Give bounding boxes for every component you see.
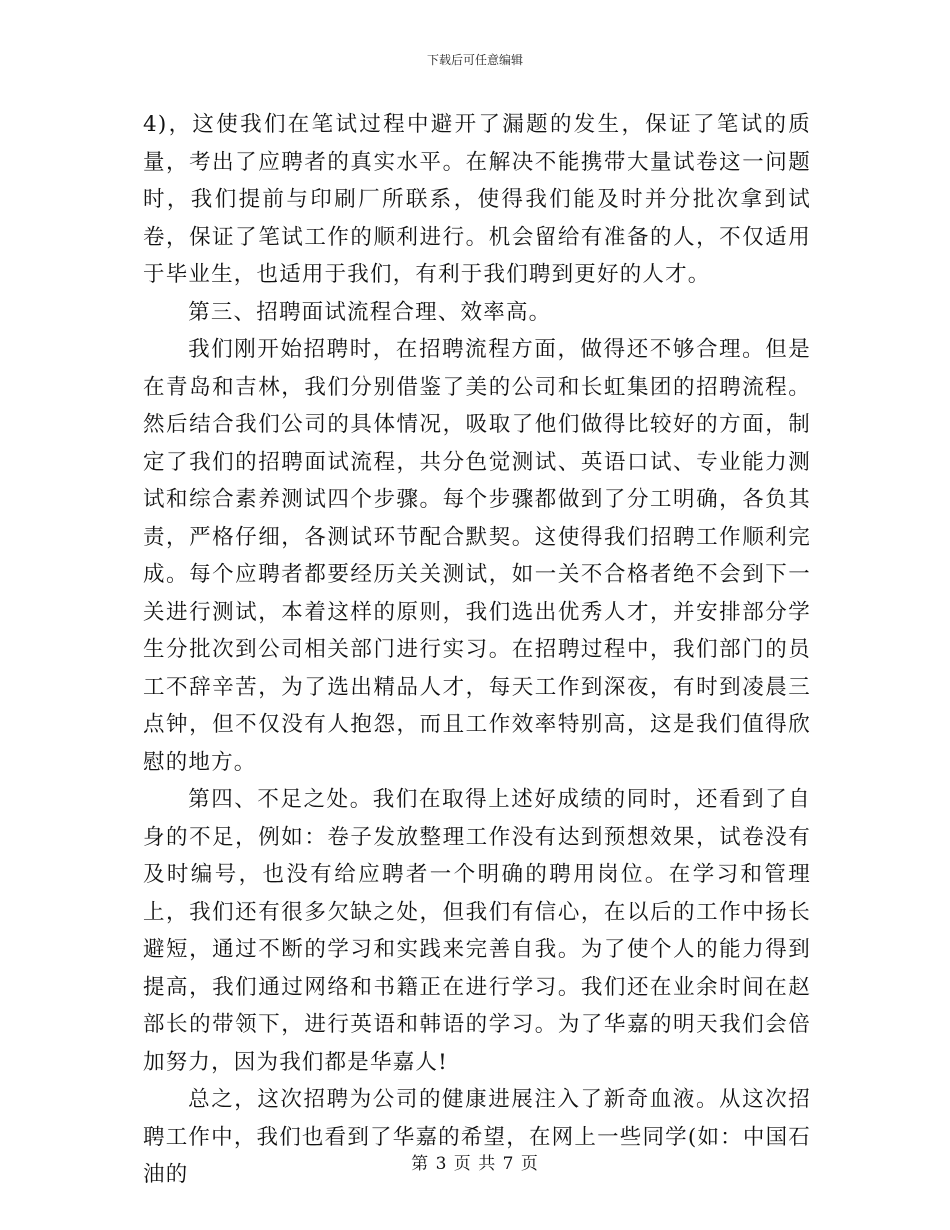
paragraph-section-three-heading: 第三、招聘面试流程合理、效率高。 <box>188 299 552 325</box>
paragraph-section-four-shortcomings: 第四、不足之处。我们在取得上述好成绩的同时，还看到了自身的不足，例如：卷子发放整理工作没有达到预想效果，试卷没有及时编号，也没有给应聘者一个明确的聘用岗位。在学习和管理上，我们还有很多欠缺之处，但我们有信心，在以后的工作中扬长避短，通过不断的学习和实践来完善自我。为了使个人的能力得到提高，我们通过网络和书籍正在进行学习。我们还在业余时间在赵部长的带领下，进行英语和韩语的学习。为了华嘉的明天我们会倍加努力，因为我们都是华嘉人! <box>143 787 811 1075</box>
paragraph-continued: 4)，这使我们在笔试过程中避开了漏题的发生，保证了笔试的质量，考出了应聘者的真实水平。在解决不能携带大量试卷这一问题时，我们提前与印刷厂所联系，使得我们能及时并分批次拿到试卷，保证了笔试工作的顺利进行。机会留给有准备的人，不仅适用于毕业生，也适用于我们，有利于我们聘到更好的人才。 <box>143 112 811 287</box>
document-body <box>143 106 811 1194</box>
paragraph-conclusion: 总之，这次招聘为公司的健康进展注入了新奇血液。从这次招聘工作中，我们也看到了华嘉的希望，在网上一些同学(如：中国石油的 <box>143 1087 811 1187</box>
page-header-note: 下载后可任意编辑 <box>426 53 523 67</box>
page-number-footer: 第 3 页 共 7 页 <box>411 1154 539 1174</box>
paragraph-recruitment-process: 我们刚开始招聘时，在招聘流程方面，做得还不够合理。但是在青岛和吉林，我们分别借鉴了美的公司和长虹集团的招聘流程。然后结合我们公司的具体情况，吸取了他们做得比较好的方面，制定了我们的招聘面试流程，共分色觉测试、英语口试、专业能力测试和综合素养测试四个步骤。每个步骤都做到了分工明确，各负其责，严格仔细，各测试环节配合默契。这使得我们招聘工作顺利完成。每个应聘者都要经历关关测试，如一关不合格者绝不会到下一关进行测试，本着这样的原则，我们选出优秀人才，并安排部分学生分批次到公司相关部门进行实习。在招聘过程中，我们部门的员工不辞辛苦，为了选出精品人才，每天工作到深夜，有时到凌晨三点钟，但不仅没有人抱怨，而且工作效率特别高，这是我们值得欣慰的地方。 <box>143 337 811 775</box>
